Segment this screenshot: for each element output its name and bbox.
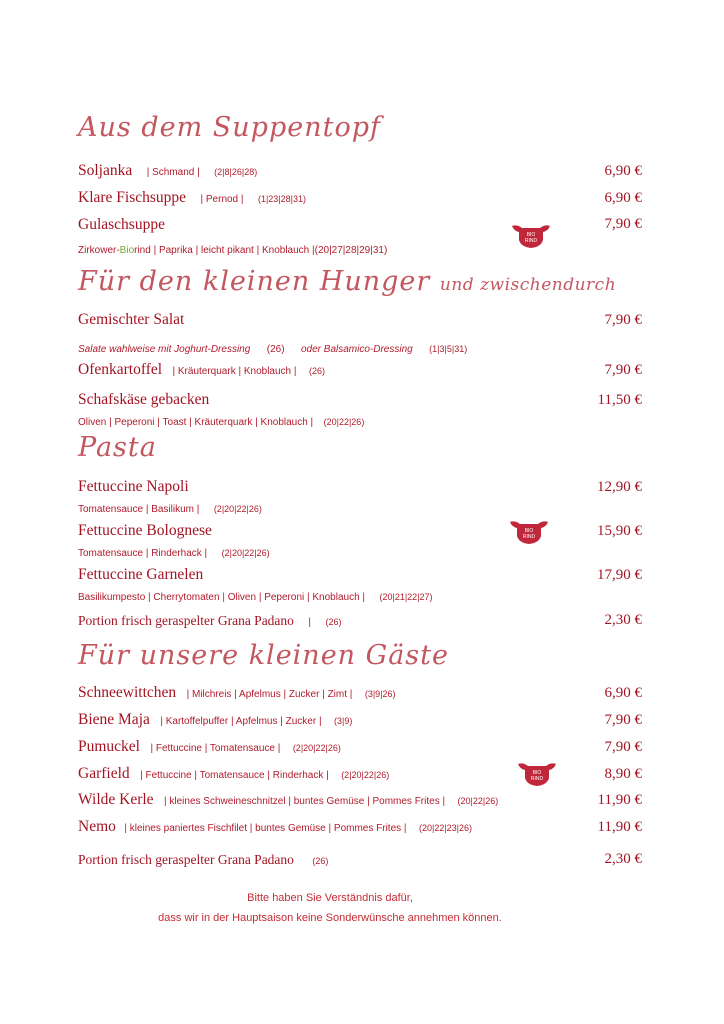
svg-text:BIO: BIO xyxy=(532,770,542,776)
item-name: Pumuckel xyxy=(78,738,140,755)
item-detail: Tomatensauce | Basilikum | (2|20|22|26) xyxy=(78,504,262,515)
item-detail: Tomatensauce | Rinderhack | (2|20|22|26) xyxy=(78,548,270,559)
item-price: 7,90 € xyxy=(604,712,642,728)
item-allergens: (1|23|28|31) xyxy=(257,194,306,204)
menu-item-wilde-kerle: Wilde Kerle | kleines Schweineschnitzel | buntes Gemüse | Pommes Frites | (20|22|26) xyxy=(78,791,499,808)
item-price: 17,90 € xyxy=(597,567,642,583)
item-detail: Salate wahlweise mit Joghurt-Dressing (26) oder Balsamico-Dressing (1|3|5|31) xyxy=(78,344,468,355)
item-price: 2,30 € xyxy=(604,612,642,628)
item-price: 7,90 € xyxy=(604,362,642,378)
item-price: 6,90 € xyxy=(604,685,642,701)
item-price: 7,90 € xyxy=(604,216,642,232)
item-name: Portion frisch geraspelter Grana Padano xyxy=(78,613,294,628)
item-price: 2,30 € xyxy=(604,851,642,867)
item-price: 11,50 € xyxy=(597,392,642,408)
item-name: Schneewittchen xyxy=(78,684,177,701)
menu-item-fischsuppe xyxy=(78,189,306,207)
section-title-soups: Aus dem Suppentopf xyxy=(78,112,381,143)
bio-label: Bio xyxy=(119,245,135,256)
menu-item-grana-1: Portion frisch geraspelter Grana Padano | (26) xyxy=(78,613,342,628)
bio-rind-cow-icon xyxy=(506,516,552,546)
item-price: 12,90 € xyxy=(597,479,642,495)
svg-text:RIND: RIND xyxy=(524,238,538,244)
item-name: Soljanka xyxy=(78,162,133,179)
footer-note-line1: Bitte haben Sie Verständnis dafür, xyxy=(247,892,413,904)
menu-item-pumuckel: Pumuckel | Fettuccine | Tomatensauce | (2|20|22|26) xyxy=(78,738,341,755)
item-price: 11,90 € xyxy=(597,792,642,808)
menu-item-garnelen-name: Fettuccine Garnelen xyxy=(78,566,204,583)
item-name: Ofenkartoffel xyxy=(78,361,163,378)
section-title-kids: Für unsere kleinen Gäste xyxy=(78,640,449,671)
footer-note-line2: dass wir in der Hauptsaison keine Sonderwünsche annehmen können. xyxy=(158,912,502,924)
item-detail: Oliven | Peperoni | Toast | Kräuterquark | Knoblauch | (20|22|26) xyxy=(78,417,365,428)
item-detail: | Kräuterquark | Knoblauch | xyxy=(172,366,297,377)
section-subtitle: und zwischendurch xyxy=(439,275,617,295)
svg-text:RIND: RIND xyxy=(522,534,536,540)
bio-rind-cow-icon xyxy=(508,220,554,250)
item-price: 8,90 € xyxy=(604,766,642,782)
item-detail: | Schmand | xyxy=(146,167,200,178)
item-allergens: (26) xyxy=(308,366,325,376)
item-name: Wilde Kerle xyxy=(78,791,154,808)
menu-item-nemo: Nemo | kleines paniertes Fischfilet | buntes Gemüse | Pommes Frites | (20|22|23|26) xyxy=(78,818,473,835)
menu-item-soljanka xyxy=(78,162,257,180)
menu-item-grana-2: Portion frisch geraspelter Grana Padano (26) xyxy=(78,852,329,867)
item-price: 7,90 € xyxy=(604,739,642,755)
item-name: Biene Maja xyxy=(78,711,150,728)
item-name: Portion frisch geraspelter Grana Padano xyxy=(78,852,294,867)
menu-item-schneewittchen: Schneewittchen | Milchreis | Apfelmus | Zucker | Zimt | (3|9|26) xyxy=(78,684,396,701)
item-price: 6,90 € xyxy=(604,163,642,179)
menu-item-gulasch-name: Gulaschsuppe xyxy=(78,216,165,233)
item-detail: Basilikumpesto | Cherrytomaten | Oliven | Peperoni | Knoblauch | (20|21|22|27) xyxy=(78,592,433,603)
item-price: 15,90 € xyxy=(597,523,642,539)
item-name: Klare Fischsuppe xyxy=(78,189,187,206)
item-price: 7,90 € xyxy=(604,312,642,328)
bio-rind-cow-icon xyxy=(514,758,560,788)
menu-item-napoli-name: Fettuccine Napoli xyxy=(78,478,189,495)
menu-item-biene-maja: Biene Maja | Kartoffelpuffer | Apfelmus | Zucker | (3|9) xyxy=(78,711,353,728)
item-name: Garfield xyxy=(78,765,130,782)
item-detail: Zirkower-Biorind | Paprika | leicht pikant | Knoblauch |(20|27|28|29|31) xyxy=(78,245,388,256)
menu-item-garfield: Garfield | Fettuccine | Tomatensauce | Rinderhack | (2|20|22|26) xyxy=(78,765,390,782)
menu-item-salat-name: Gemischter Salat xyxy=(78,311,185,328)
svg-text:BIO: BIO xyxy=(526,232,536,238)
section-title-pasta: Pasta xyxy=(78,432,157,463)
svg-text:RIND: RIND xyxy=(530,776,544,782)
svg-text:BIO: BIO xyxy=(524,528,534,534)
menu-item-ofenkartoffel xyxy=(78,361,325,379)
item-price: 11,90 € xyxy=(597,819,642,835)
section-title-snacks: Für den kleinen Hunger und zwischendurch xyxy=(78,266,617,297)
item-price: 6,90 € xyxy=(604,190,642,206)
item-name: Nemo xyxy=(78,818,116,835)
menu-item-bolognese-name: Fettuccine Bolognese xyxy=(78,522,212,539)
menu-item-schafskaese-name: Schafskäse gebacken xyxy=(78,391,210,408)
item-allergens: (2|8|26|28) xyxy=(214,167,258,177)
item-detail: | Pernod | xyxy=(200,194,244,205)
